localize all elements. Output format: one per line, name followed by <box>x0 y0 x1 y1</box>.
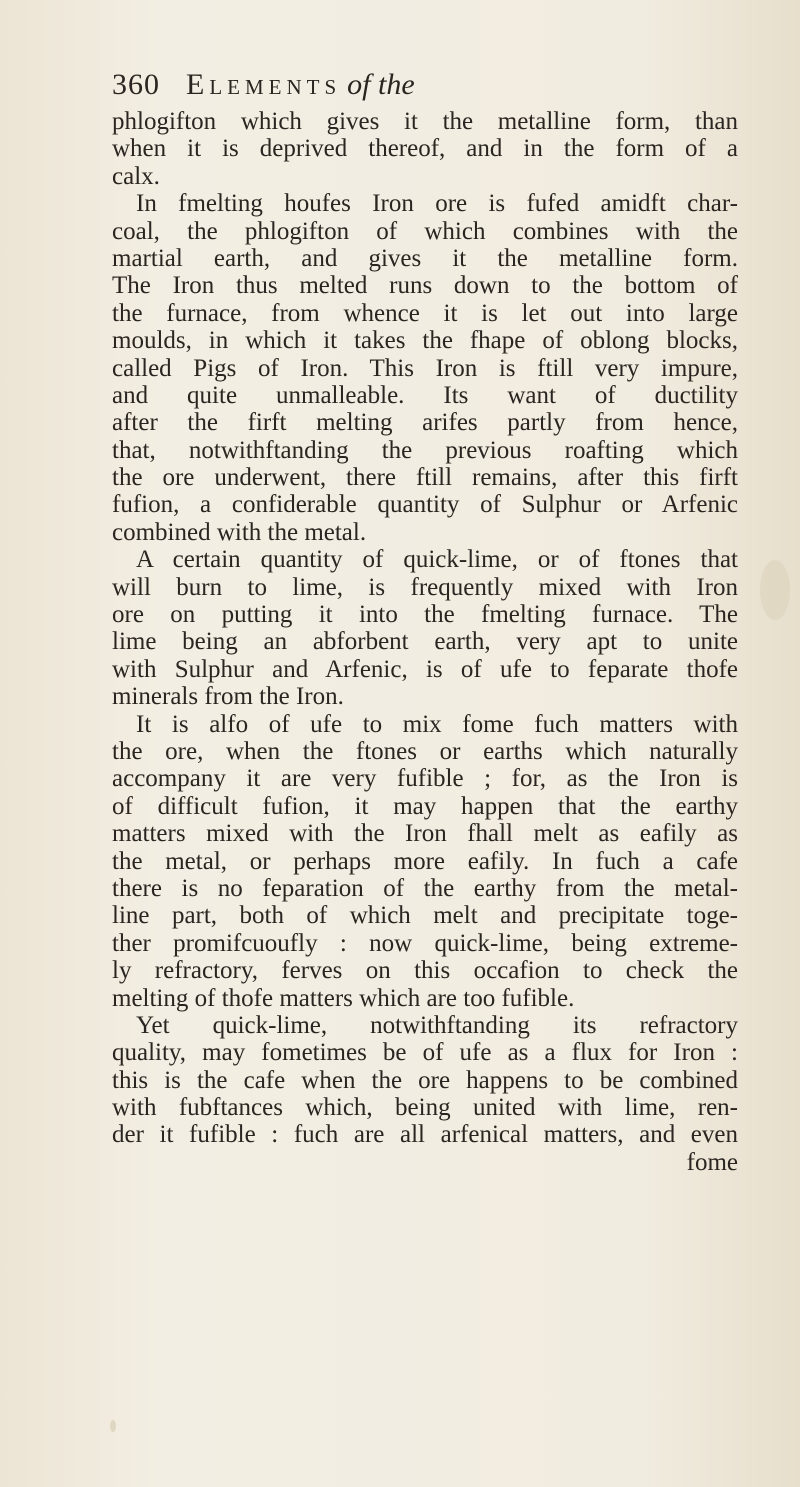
text-line: phlogifton which gives it the metalline form, than <box>112 108 738 135</box>
paper-stain <box>110 1420 116 1432</box>
text-line: the ore underwent, there ftill remains, after this firft <box>112 464 738 492</box>
text-line: called Pigs of Iron. This Iron is ftill very impure, <box>112 354 738 382</box>
text-line: of difficult fufion, it may happen that the earthy <box>112 792 738 820</box>
text-line: this is the cafe when the ore happens to be combined <box>112 1066 738 1094</box>
text-line: ther promifcuoufly : now quick-lime, being extreme- <box>112 929 738 957</box>
text-line: and quite unmalleable. Its want of ductility <box>112 381 738 409</box>
running-title: Elements <box>186 68 342 101</box>
text-line: It is alfo of ufe to mix fome fuch matters with <box>136 710 738 738</box>
text-line: quality, may fometimes be of ufe as a flux for Iron : <box>112 1039 738 1067</box>
text-line: combined with the metal. <box>112 518 367 546</box>
text-line: with fubftances which, being united with lime, ren- <box>112 1094 738 1122</box>
text-line: accompany it are very fufible ; for, as the Iron is <box>112 765 738 793</box>
running-title-italic: of the <box>347 68 415 101</box>
text-line: der it fufible : fuch are all arfenical matters, and even <box>112 1121 738 1149</box>
text-line: there is no feparation of the earthy from the metal- <box>112 874 738 902</box>
page-number: 360 <box>112 68 160 101</box>
text-line: when it is deprived thereof, and in the form of a <box>112 135 738 163</box>
text-line: The Iron thus melted runs down to the bottom of <box>112 272 738 300</box>
text-line: moulds, in which it takes the fhape of oblong blocks, <box>112 327 738 355</box>
text-line: A certain quantity of quick-lime, or of ftones that <box>136 546 738 574</box>
text-line: In fmelting houfes Iron ore is fufed amidft char- <box>136 190 738 218</box>
text-line: ly refractory, ferves on this occafion to check the <box>112 957 738 985</box>
running-header <box>112 60 732 110</box>
text-line: coal, the phlogifton of which combines with the <box>112 217 738 245</box>
text-line: matters mixed with the Iron fhall melt as eafily as <box>112 820 738 848</box>
text-line: will burn to lime, is frequently mixed with Iron <box>112 573 738 601</box>
text-line: minerals from the Iron. <box>112 683 344 711</box>
text-line: line part, both of which melt and precipitate toge- <box>112 902 738 930</box>
paper-stain <box>760 560 790 620</box>
text-line: lime being an abforbent earth, very apt to unite <box>112 628 738 656</box>
text-line: with Sulphur and Arfenic, is of ufe to feparate thofe <box>112 655 738 683</box>
body-text <box>112 108 738 1176</box>
text-line: fufion, a confiderable quantity of Sulphur or Arfenic <box>112 491 738 519</box>
text-line: the furnace, from whence it is let out into large <box>112 299 738 327</box>
text-line: Yet quick-lime, notwithftanding its refractory <box>136 1011 738 1039</box>
catchword: fome <box>686 1148 738 1176</box>
text-line: melting of thofe matters which are too fufible. <box>112 984 575 1012</box>
text-line: after the firft melting arifes partly from hence, <box>112 409 738 437</box>
text-line: calx. <box>112 162 160 190</box>
text-line: martial earth, and gives it the metalline form. <box>112 244 738 272</box>
text-line: that, notwithftanding the previous roafting which <box>112 436 738 464</box>
text-line: the metal, or perhaps more eafily. In fuch a cafe <box>112 847 738 875</box>
text-line: ore on putting it into the fmelting furnace. The <box>112 601 738 629</box>
text-line: the ore, when the ftones or earths which naturally <box>112 737 738 765</box>
